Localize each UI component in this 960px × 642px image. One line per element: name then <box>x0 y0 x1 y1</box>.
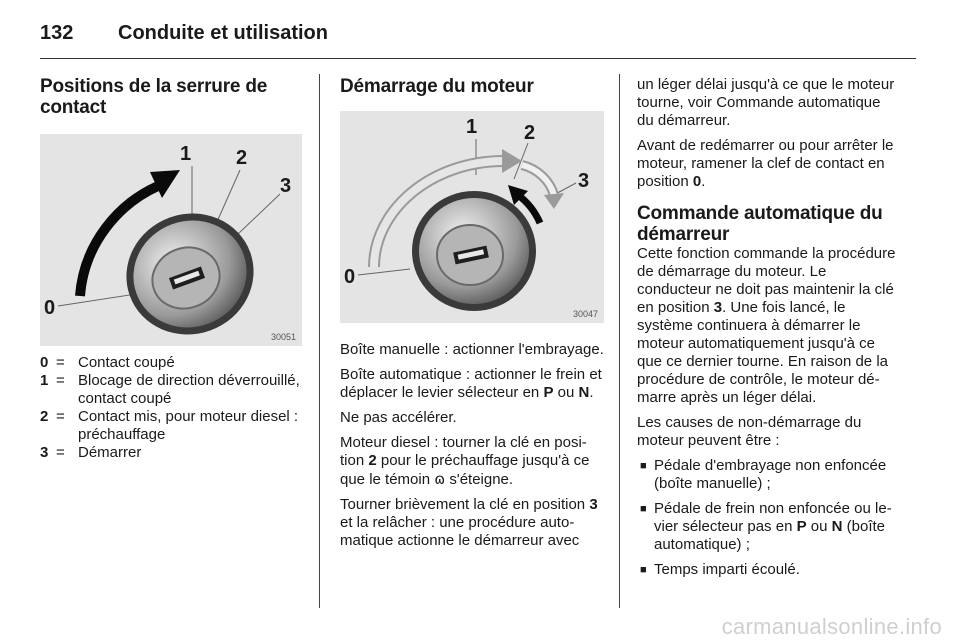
leader-line-3 <box>238 194 280 234</box>
legend-equals: = <box>56 372 65 389</box>
page-number: 132 <box>40 22 74 44</box>
paragraph-turn-key: Tourner brièvement la clé en position 3 et la relâcher : une procédure automatique actionne le démarreur avec <box>340 496 598 549</box>
bullet-icon: ■ <box>640 460 647 472</box>
column-divider-1 <box>319 74 320 608</box>
column-engine-start <box>340 76 604 550</box>
figure-label-3: 3 <box>578 170 590 192</box>
legend-item <box>40 372 302 408</box>
figure-label-3: 3 <box>280 175 292 197</box>
figure-label-1: 1 <box>180 143 192 165</box>
legend-key: 0 <box>40 354 49 371</box>
legend-key: 1 <box>40 372 49 389</box>
figure-label-0: 0 <box>344 266 356 288</box>
glow-plug-icon: ɷ <box>434 470 446 488</box>
engine-start-title: Démarrage du moteur <box>340 76 534 97</box>
legend-item <box>40 408 302 444</box>
figure-label-2: 2 <box>236 147 248 169</box>
ignition-positions-title: Positions de la serrure de contact <box>40 76 268 118</box>
page-header <box>40 16 916 56</box>
legend-text: Blocage de direction déverrouillé, contact coupé <box>78 372 300 407</box>
paragraph-manual-gearbox: Boîte manuelle : actionner l'embrayage. <box>340 341 604 358</box>
legend-item <box>40 444 302 462</box>
legend-key: 2 <box>40 408 49 425</box>
auto-starter-title: Commande automatique du démarreur <box>637 203 883 245</box>
paragraph-restart: Avant de redémarrer ou pour arrêter le moteur, ramener la clef de contact en position 0. <box>637 137 894 190</box>
legend-item <box>40 354 302 372</box>
legend-equals: = <box>56 408 65 425</box>
rotation-arc-head <box>502 149 522 173</box>
watermark[interactable]: carmanualsonline.info <box>721 614 942 639</box>
list-item: ■ Temps imparti écoulé. <box>640 561 800 578</box>
leader-line-2 <box>216 170 240 224</box>
legend-text: Contact mis, pour moteur diesel : préchauffage <box>78 408 299 443</box>
engine-start-illustration <box>340 111 604 323</box>
legend-equals: = <box>56 354 65 371</box>
start-arc-inner <box>522 165 554 195</box>
column-auto-starter <box>637 76 901 579</box>
legend-text: Contact coupé <box>78 354 175 371</box>
paragraph-continued: un léger délai jusqu'à ce que le moteur tourne, voir Commande automatique du démarreur. <box>637 76 895 129</box>
ignition-lock-illustration <box>40 134 302 346</box>
ignition-lock-figure <box>40 134 302 346</box>
leader-line-0 <box>358 269 410 275</box>
legend-key: 3 <box>40 444 49 461</box>
paragraph-automatic-gearbox: Boîte automatique : actionner le frein et déplacer le levier sélecteur en P ou N. <box>340 366 602 401</box>
ignition-legend <box>40 354 302 462</box>
bullet-icon: ■ <box>640 564 647 576</box>
legend-equals: = <box>56 444 65 461</box>
column-ignition-positions <box>40 76 302 462</box>
paragraph-diesel: Moteur diesel : tourner la clé en position 2 pour le préchauffage jusqu'à ce que le témoin ɷ s'éteigne. <box>340 434 590 488</box>
paragraph-no-accelerate: Ne pas accélérer. <box>340 409 457 426</box>
section-title: Conduite et utilisation <box>118 22 328 44</box>
column-divider-2 <box>619 74 620 608</box>
figure-code: 30051 <box>270 332 296 342</box>
engine-start-figure <box>340 111 604 323</box>
list-item: ■ Pédale d'embrayage non enfoncée (boîte manuelle) ; <box>640 457 887 492</box>
paragraph-auto-starter: Cette fonction commande la procédure de démarrage du moteur. Le conducteur ne doit pas maintenir la clé en position 3. Une fois lancé, le système continuera à démarrer le moteur automatiquement jusqu'à ce que ce dernier tourne. En raison de la procédure de contrôle, le moteur démarre après un léger délai. <box>637 245 896 406</box>
figure-code: 30047 <box>572 309 598 319</box>
header-rule <box>40 58 916 59</box>
legend-text: Démarrer <box>78 444 142 461</box>
figure-label-2: 2 <box>524 122 536 144</box>
figure-label-0: 0 <box>44 297 56 319</box>
list-item: ■ Pédale de frein non enfoncée ou levier sélecteur pas en P ou N (boîte automatique) ; <box>640 500 892 553</box>
paragraph-causes: Les causes de non-démarrage du moteur peuvent être : <box>637 414 862 449</box>
figure-label-1: 1 <box>466 116 478 138</box>
leader-line-0 <box>58 294 136 306</box>
bullet-icon: ■ <box>640 503 647 515</box>
start-arc-head <box>544 193 564 209</box>
